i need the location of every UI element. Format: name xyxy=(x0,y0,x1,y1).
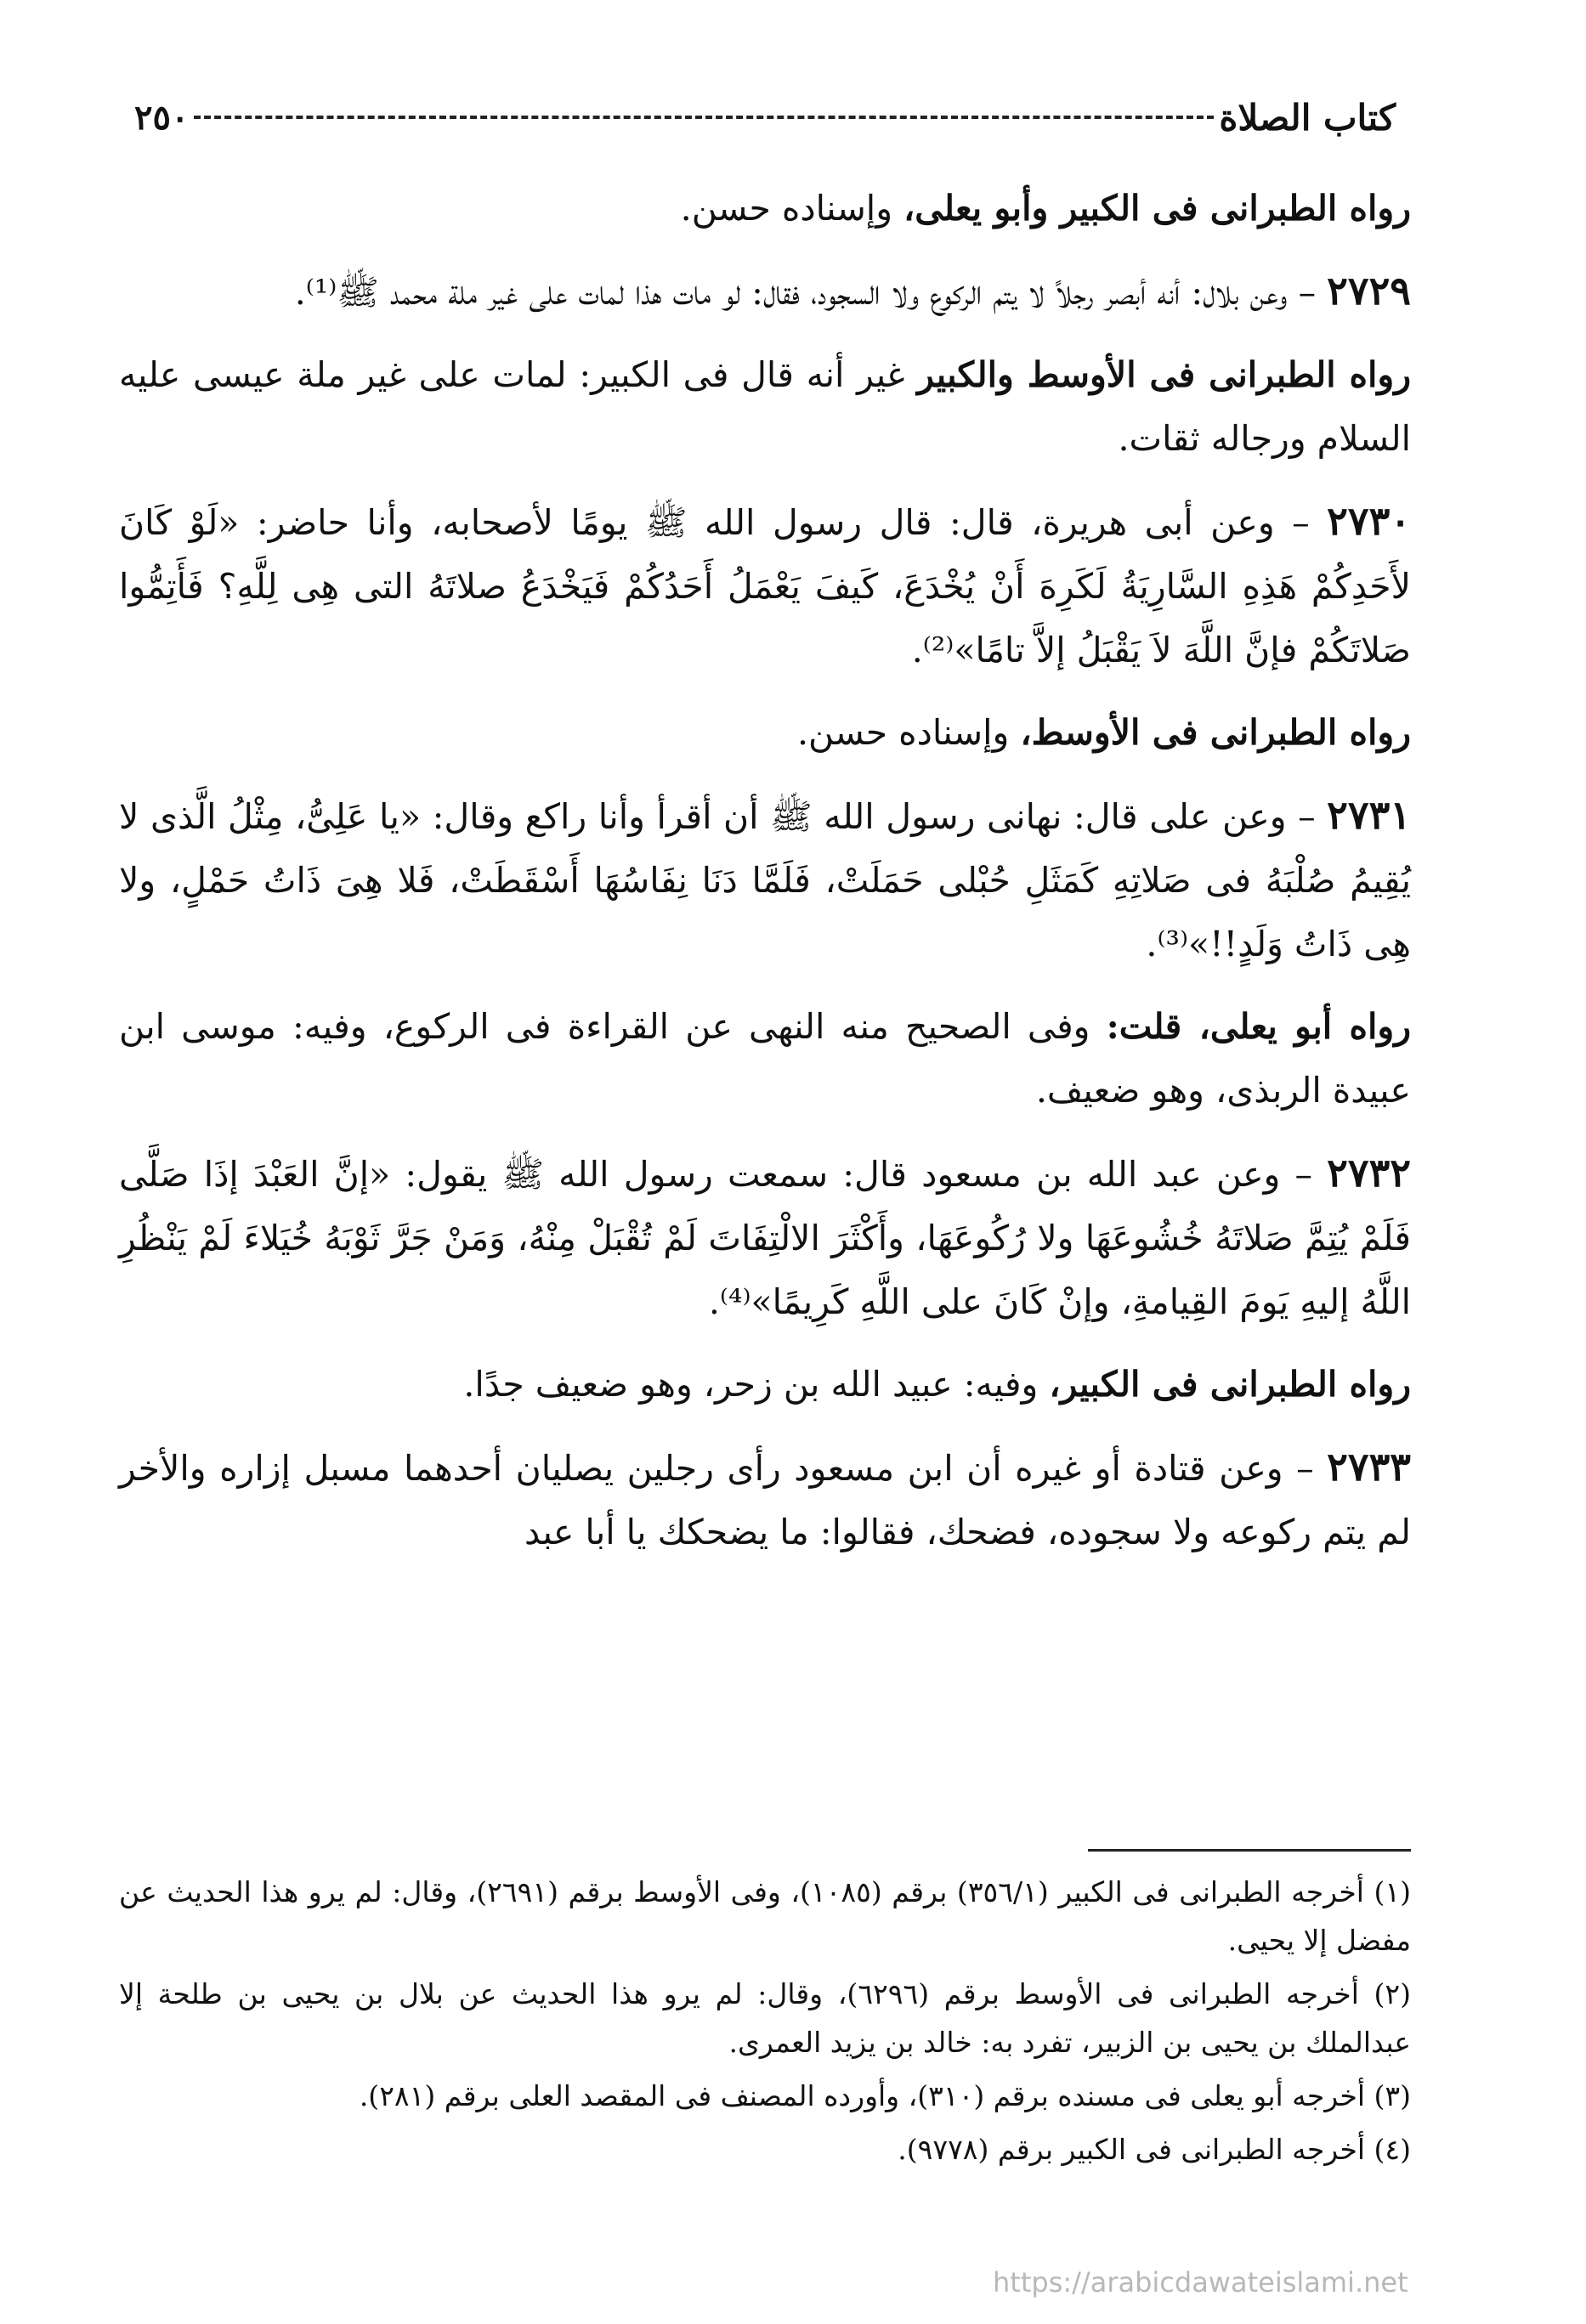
hadith-number: ٢٧٢٩ xyxy=(1327,268,1411,314)
hadith-number: ٢٧٣٢ xyxy=(1327,1150,1411,1196)
paragraph xyxy=(119,701,1411,765)
source-citation: رواه الطبرانى فى الكبير، xyxy=(1049,1364,1411,1405)
main-text xyxy=(119,177,1411,1583)
book-title: كتاب الصلاة xyxy=(1219,96,1396,139)
hadith-paragraph xyxy=(119,1141,1411,1334)
paragraph-text: وفى الصحيح منه النهى عن القراءة فى الركوع، وفيه: موسى ابن عبيدة الربذى، وهو ضعيف. xyxy=(119,1006,1411,1111)
paragraph xyxy=(119,1353,1411,1416)
header-divider xyxy=(194,116,1214,119)
paragraph-text: وإسناده حسن. xyxy=(680,188,904,229)
watermark-url: https://arabicdawateislami.net xyxy=(993,2266,1408,2299)
page-header xyxy=(119,92,1411,143)
paragraph-text: غير أنه قال فى الكبير: لمات على غير ملة عيسى عليه السلام ورجاله ثقات. xyxy=(119,354,1411,459)
hadith-paragraph xyxy=(119,259,1411,325)
hadith-paragraph xyxy=(119,783,1411,976)
source-citation: رواه أبو يعلى، قلت: xyxy=(1106,1006,1411,1047)
hadith-paragraph xyxy=(119,489,1411,682)
footnotes xyxy=(119,1868,1411,2179)
paragraph xyxy=(119,343,1411,471)
paragraph xyxy=(119,177,1411,240)
page-number: ٢٥٠ xyxy=(134,97,190,138)
hadith-number: ٢٧٣٣ xyxy=(1327,1444,1411,1490)
footnote: (٣) أخرجه أبو يعلى فى مسنده برقم (٣١٠)، وأورده المصنف فى المقصد العلى برقم (٢٨١). xyxy=(359,2079,1411,2112)
paragraph-text: – وعن أبى هريرة، قال: قال رسول الله ﷺ يومًا لأصحابه، وأنا حاضر: «لَوْ كَانَ لأَحَدِكُمْ هَذِهِ السَّارِيَةُ لَكَرِهَ أَنْ يُخْدَعَ، كَيفَ يَعْمَلُ أَحَدُكُمْ فَيَخْدَعُ صلاتَهُ التى هِى لِلَّهِ؟ فَأَتِمُّوا صَلاتَكُمْ فإنَّ اللَّهَ لاَ يَقْبَلُ إلاَّ تامًا»⁽²⁾. xyxy=(119,502,1411,670)
paragraph xyxy=(119,995,1411,1122)
paragraph-text: – وعن قتادة أو غيره أن ابن مسعود رأى رجلين يصليان أحدهما مسبل إزاره والأخر لم يتم ركوعه ولا سجوده، فضحك، فقالوا: ما يضحكك يا أبا عبد xyxy=(119,1448,1411,1552)
paragraph-text: – وعن على قال: نهانى رسول الله ﷺ أن أقرأ وأنا راكع وقال: «يا عَلِىُّ، مِثْلُ الَّذى لا يُقِيمُ صُلْبَهُ فى صَلاتِهِ كَمَثَلِ حُبْلى حَمَلَتْ، فَلَمَّا دَنَا نِفَاسُهَا أَسْقَطَتْ، فَلا هِىَ ذَاتُ حَمْلٍ، ولا هِى ذَاتُ وَلَدٍ!!»⁽³⁾. xyxy=(119,796,1411,964)
source-citation: رواه الطبرانى فى الكبير وأبو يعلى، xyxy=(903,188,1411,229)
paragraph-text: – وعن بلال: أنه أبصر رجلاً لا يتم الركوع ولا السجود، فقال: لو مات هذا لمات على غير ملة محمد ﷺ⁽¹⁾. xyxy=(294,272,1328,313)
paragraph-text: – وعن عبد الله بن مسعود قال: سمعت رسول الله ﷺ يقول: «إنَّ العَبْدَ إذَا صَلَّى فَلَمْ يُتِمَّ صَلاتَهُ خُشُوعَهَا ولا رُكُوعَهَا، وأَكْثَرَ الالْتِفَاتَ لَمْ تُقْبَلْ مِنْهُ، وَمَنْ جَرَّ ثَوْبَهُ خُيَلاءَ لَمْ يَنْظُرِ اللَّهُ إليهِ يَومَ القِيامةِ، وإنْ كَانَ على اللَّهِ كَرِيمًا»⁽⁴⁾. xyxy=(119,1154,1411,1322)
hadith-paragraph xyxy=(119,1435,1411,1564)
footnote: (٢) أخرجه الطبرانى فى الأوسط برقم (٦٢٩٦)، وقال: لم يرو هذا الحديث عن بلال بن يحيى بن طلحة إلا عبدالملك بن يحيى بن الزبير، تفرد به: خالد بن يزيد العمرى. xyxy=(119,1977,1411,2059)
footnote-divider xyxy=(1088,1849,1411,1852)
source-citation: رواه الطبرانى فى الأوسط، xyxy=(1020,712,1411,753)
hadith-number: ٢٧٣١ xyxy=(1327,792,1411,838)
footnote: (٤) أخرجه الطبرانى فى الكبير برقم (٩٧٧٨). xyxy=(898,2133,1411,2166)
paragraph-text: وفيه: عبيد الله بن زحر، وهو ضعيف جدًا. xyxy=(463,1364,1050,1405)
paragraph-text: وإسناده حسن. xyxy=(796,712,1021,753)
source-citation: رواه الطبرانى فى الأوسط والكبير xyxy=(917,354,1411,395)
hadith-number: ٢٧٣٠ xyxy=(1327,498,1411,544)
footnote: (١) أخرجه الطبرانى فى الكبير (٣٥٦/١) برقم (١٠٨٥)، وفى الأوسط برقم (٢٦٩١)، وقال: لم يرو هذا الحديث عن مفضل إلا يحيى. xyxy=(119,1875,1411,1957)
